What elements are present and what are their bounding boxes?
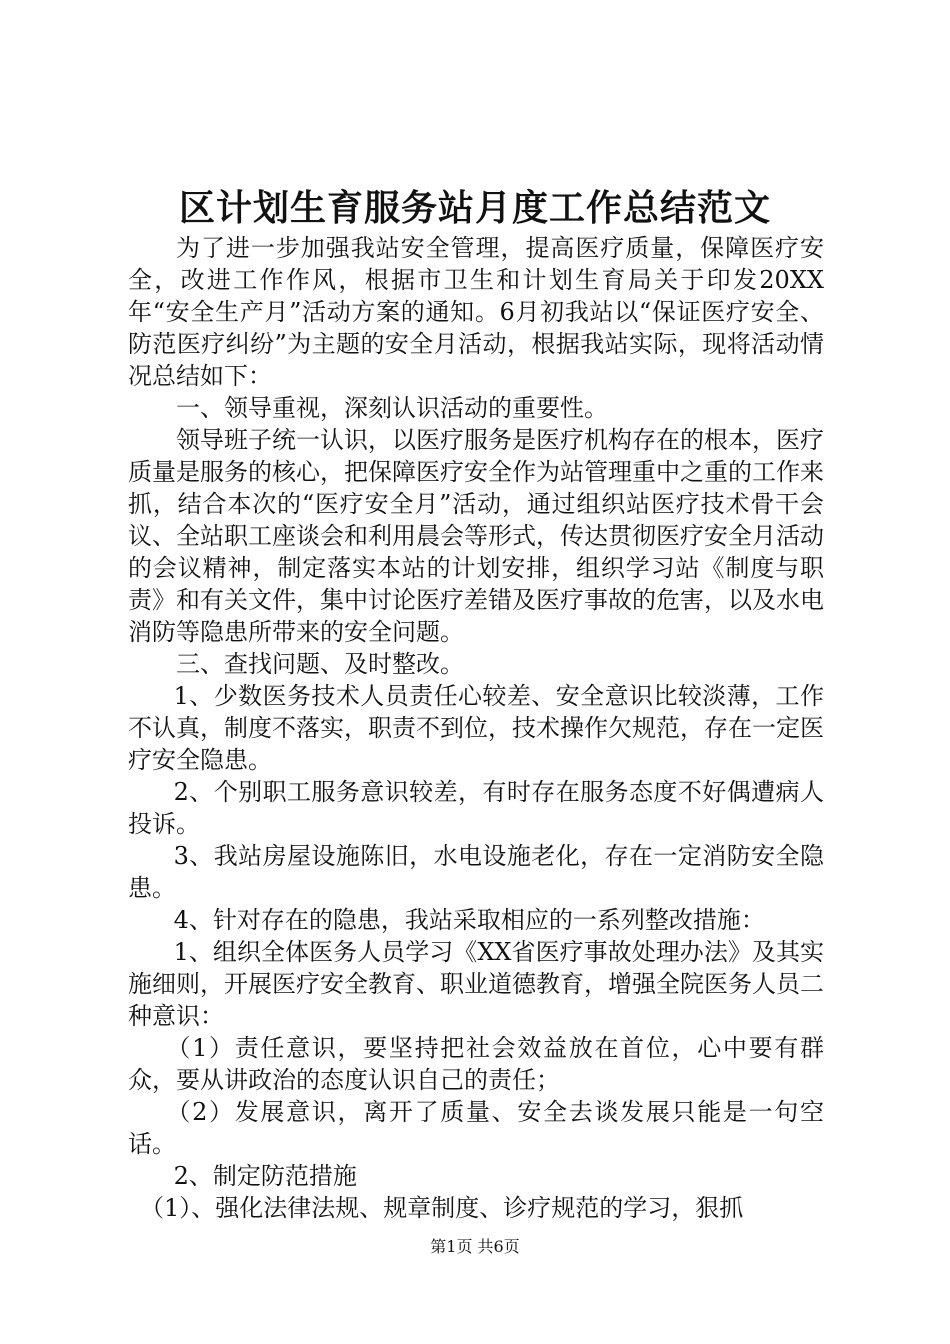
- paragraph-leadership: 领导班子统一认识，以医疗服务是医疗机构存在的根本，医疗质量是服务的核心，把保障医疗安全作为站管理重中之重的工作来抓，结合本次的“医疗安全月”活动，通过组织站医疗技术骨干会议、全站职工座谈会和利用晨会等形式，传达贯彻医疗安全月活动的会议精神，制定落实本站的计划安排，组织学习站《制度与职责》和有关文件，集中讨论医疗差错及医疗事故的危害，以及水电消防等隐患所带来的安全问题。: [128, 426, 824, 646]
- page-footer: 第1页 共6页: [430, 1237, 520, 1256]
- paragraph-intro: 为了进一步加强我站安全管理，提高医疗质量，保障医疗安全，改进工作作风，根据市卫生和计划生育局关于印发20XX年“安全生产月”活动方案的通知。6月初我站以“保证医疗安全、防范医疗纠纷”为主题的安全月活动，根据我站实际，现将活动情况总结如下：: [128, 234, 824, 390]
- paragraph-problem-4: 4、针对存在的隐患，我站采取相应的一系列整改措施：: [173, 906, 765, 934]
- paragraph-heading-leadership: 一、领导重视，深刻认识活动的重要性。: [176, 394, 608, 422]
- paragraph-problem-2: 2、个别职工服务意识较差，有时存在服务态度不好偶遭病人投诉。: [128, 778, 824, 838]
- document-body: [128, 232, 824, 1224]
- paragraph-problem-3: 3、我站房屋设施陈旧，水电设施老化，存在一定消防安全隐患。: [128, 842, 824, 902]
- paragraph-responsibility: （1）责任意识，要坚持把社会效益放在首位，心中要有群众，要从讲政治的态度认识自己的责任；: [128, 1034, 824, 1094]
- paragraph-measure-2: 2、制定防范措施: [173, 1162, 357, 1190]
- paragraph-measure-2-1: （1）、强化法律法规、规章制度、诊疗规范的学习，狠抓: [140, 1194, 744, 1222]
- paragraph-development: （2）发展意识，离开了质量、安全去谈发展只能是一句空话。: [128, 1098, 824, 1158]
- paragraph-measure-1: 1、组织全体医务人员学习《XX省医疗事故处理办法》及其实施细则，开展医疗安全教育、职业道德教育，增强全院医务人员二种意识：: [128, 938, 824, 1030]
- paragraph-heading-problems: 三、查找问题、及时整改。: [176, 650, 464, 678]
- document-title: 区计划生育服务站月度工作总结范文: [178, 187, 771, 229]
- paragraph-problem-1: 1、少数医务技术人员责任心较差、安全意识比较淡薄，工作不认真，制度不落实，职责不到位，技术操作欠规范，存在一定医疗安全隐患。: [128, 682, 824, 774]
